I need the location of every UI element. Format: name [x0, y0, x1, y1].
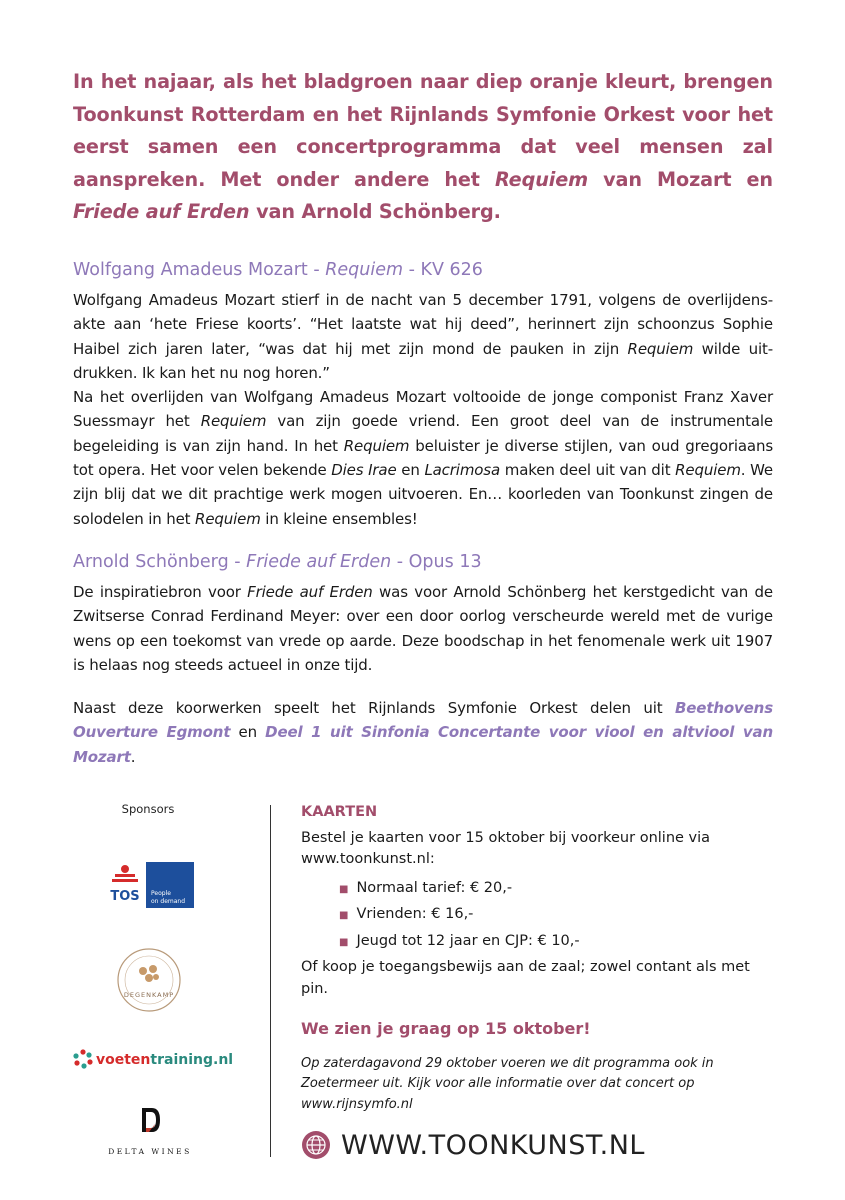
tos-wordmark: TOS: [110, 889, 140, 904]
bullet-icon: ■: [339, 910, 349, 921]
svg-text:voetentraining.nl: [96, 1052, 232, 1068]
degenkamp-logo: [116, 947, 182, 1013]
tos-tagline-2: on demand: [151, 898, 186, 905]
degenkamp-wordmark: DEGENKAMP: [123, 991, 175, 999]
website-url[interactable]: WWW.TOONKUNST.NL: [341, 1129, 645, 1161]
bullet-icon: ■: [339, 936, 349, 948]
mozart-paragraph-2: Na het overlijden van Wolfgang Amadeus Mozart voltooide de jonge componist Franz Xaver Suessmayr het Requiem van zijn goede vriend. Een groot deel van de instrumentale begeleiding is van zijn hand. In het Requiem beluister je diverse stijlen, van oud gregoriaans tot opera. Het voor velen bekende Dies Irae en Lacrimosa maken deel uit van dit Requiem. We zijn blij dat we dit prachtige werk mogen uitvoeren. En… koorleden van Toonkunst zingen de solodelen in het Requiem in kleine ensembles!: [73, 388, 773, 528]
price-item: ■ Vrienden: € 16,-: [339, 906, 474, 922]
mozart-heading: Wolfgang Amadeus Mozart - Requiem - KV 626: [73, 260, 483, 280]
delta-wines-logo: [100, 1104, 200, 1160]
sponsors-label: Sponsors: [121, 802, 175, 816]
tos-logo: [104, 862, 194, 908]
tickets-section: [301, 802, 771, 1115]
website-link[interactable]: [301, 1128, 645, 1162]
voetentraining-logo: [72, 1045, 232, 1073]
voeten-part: voeten: [96, 1052, 151, 1068]
intro-paragraph: In het najaar, als het bladgroen naar diep oranje kleurt, brengen Toonkunst Rotterdam en het Rijnlands Symfonie Orkest voor het eerst samen een concertprogramma dat veel mensen zal aanspreken. Met onder andere het Requiem van Mozart en Friede auf Erden van Arnold Schönberg.: [73, 70, 773, 223]
tos-tagline-1: People: [151, 890, 171, 897]
tickets-heading: KAARTEN: [301, 804, 378, 820]
tickets-intro: Bestel je kaarten voor 15 oktober bij voorkeur online via www.toonkunst.nl:: [301, 829, 711, 867]
schoenberg-section: [73, 550, 773, 677]
price-list: [339, 876, 771, 956]
tickets-alternative: Of koop je toegangsbewijs aan de zaal; zowel contant als met pin.: [301, 959, 750, 997]
zoetermeer-note: Op zaterdagavond 29 oktober voeren we dit programma ook in Zoetermeer uit. Kijk voor alle informatie over dat concert op www.rijnsymfo.nl: [301, 1055, 714, 1112]
mozart-paragraph-1: Wolfgang Amadeus Mozart stierf in de nacht van 5 december 1791, volgens de overlijdens-akte aan ‘hete Friese koorts’. “Het laatste wat hij deed”, herinnert zijn schoonzus Sophie Haibel zich jaren later, “was dat hij met zijn mond de pauken in zijn Requiem wilde uit-drukken. Ik kan het nu nog horen.”: [73, 291, 773, 382]
delta-wordmark: DELTA WINES: [108, 1147, 192, 1156]
bullet-icon: ■: [339, 883, 349, 895]
vertical-divider: [270, 805, 271, 1157]
schoenberg-paragraph: De inspiratiebron voor Friede auf Erden was voor Arnold Schönberg het kerstgedicht van de Zwitserse Conrad Ferdinand Meyer: over een door oorlog verscheurde wereld met de vurige wens op een toekomst van vrede op aarde. Deze boodschap in het fenomenale werk uit 1907 is helaas nog steeds actueel in onze tijd.: [73, 583, 773, 674]
closing-paragraph: Naast deze koorwerken speelt het Rijnlands Symfonie Orkest delen uit Beethovens Ouverture Egmont en Deel 1 uit Sinfonia Concertante voor viool en altviool van Mozart.: [73, 699, 774, 766]
training-part: training.nl: [150, 1052, 232, 1068]
price-item: ■ Normaal tarief: € 20,-: [339, 879, 513, 896]
mozart-section: [73, 258, 773, 531]
tickets-cta: We zien je graag op 15 oktober!: [301, 1019, 591, 1038]
schoenberg-heading: Arnold Schönberg - Friede auf Erden - Opus 13: [73, 552, 482, 572]
price-item: ■ Jeugd tot 12 jaar en CJP: € 10,-: [339, 932, 580, 949]
globe-icon: [301, 1130, 331, 1160]
